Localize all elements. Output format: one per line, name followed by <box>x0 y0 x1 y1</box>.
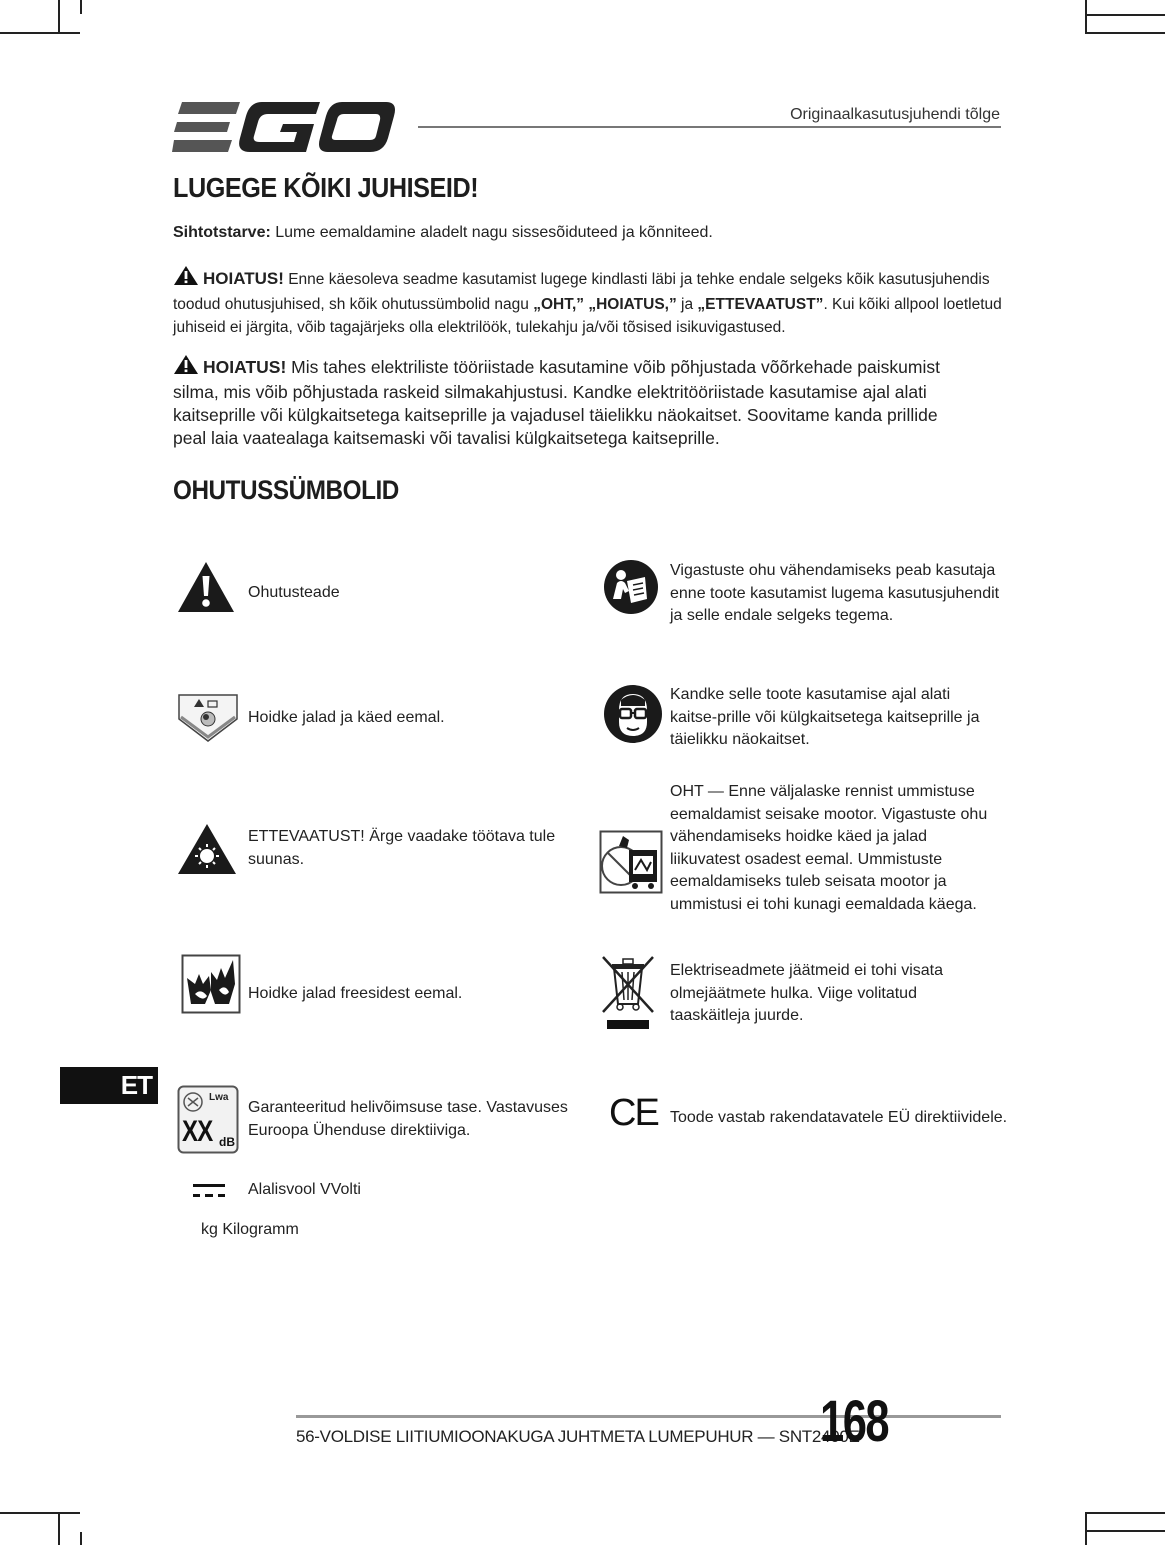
light-caution-icon <box>176 822 238 881</box>
header-subtitle: Originaalkasutusjuhendi tõlge <box>790 106 1000 123</box>
intended-use-label: Sihtotstarve: <box>173 224 271 241</box>
warning-label: HOIATUS! <box>203 357 287 377</box>
kilogram-text: kg Kilogramm <box>201 1221 299 1238</box>
warning-paragraph-2 <box>173 354 973 450</box>
section-title: OHUTUSSÜMBOLID <box>173 475 399 505</box>
weee-text: Elektriseadmete jäätmeid ei tohi visata olmejäätmete hulka. Viige volitatud taaskäitleja juurde. <box>670 962 944 1024</box>
warning-icon <box>173 265 199 293</box>
weee-bin-icon <box>600 954 656 1037</box>
warning-text: Mis tahes elektriliste tööriistade kasutamine võib põhjustada võõrkehade paiskumist silma, mis võib põhjustada raskeid silmakahjustusi. Kandke elektritööriistade kasutamise ajal alati kaitseprille või külgkaitsetega kaitseprille ja vajadusel täielikku näokaitset. Soovitame kanda prillide peal laia vaatealaga kaitsemaski või tavalisi külgkaitsetega kaitseprille. <box>173 357 940 448</box>
eye-protection-icon <box>603 684 663 749</box>
language-tab-label: ET <box>120 1070 152 1100</box>
oht-term: „OHT,” <box>533 296 585 313</box>
ego-logo <box>172 98 397 156</box>
keep-feet-away-text: Hoidke jalad freesidest eemal. <box>248 985 463 1002</box>
safety-alert-text: Ohutusteade <box>248 584 340 601</box>
noise-lwa-label: Lwa <box>209 1092 229 1103</box>
language-tab <box>60 1067 158 1104</box>
read-manual-icon <box>603 559 659 620</box>
warning-label: HOIATUS! <box>203 269 284 288</box>
warning-text: . Kui kõiki allpool loetletud juhiseid ei järgita, võib tagajärjeks olla elektrilöök, tulekahju ja/või tõsised isikuvigastused. <box>173 296 1002 336</box>
keep-hands-away-text: Hoidke jalad ja käed eemal. <box>248 709 445 726</box>
direct-current-icon <box>192 1182 226 1205</box>
keep-feet-away-icon <box>181 954 241 1019</box>
header-rule <box>418 126 1001 128</box>
keep-hands-away-icon <box>177 693 239 748</box>
direct-current-text: Alalisvool VVolti <box>248 1181 361 1198</box>
danger-clog-text: OHT — Enne väljalaske rennist ummistuse eemaldamist seisake mootor. Vigastuste ohu vähendamiseks hoidke käed ja jalad liikuvatest osadest eemal. Ummistuste eemaldamiseks tuleb seisata mootor ja ummistusi ei tohi kunagi eemaldada käega. <box>670 783 988 913</box>
intended-use <box>173 224 993 242</box>
warning-icon <box>173 354 199 381</box>
intended-use-text: Lume eemaldamine aladelt nagu sissesõiduteed ja kõnniteed. <box>270 224 713 241</box>
page-title: LUGEGE KÕIKI JUHISEID! <box>173 172 479 203</box>
hoiatus-term: „HOIATUS,” <box>588 296 677 313</box>
page-number: 168 <box>820 1389 889 1454</box>
noise-level-icon <box>177 1085 239 1160</box>
danger-clog-icon <box>599 830 663 899</box>
footer-title: 56-VOLDISE LIITIUMIOONAKUGA JUHTMETA LUMEPUHUR — SNT2400E <box>296 1427 860 1446</box>
light-caution-text: ETTEVAATUST! Ärge vaadake töötava tule suunas. <box>248 828 556 868</box>
safety-alert-icon <box>176 560 236 619</box>
eye-protection-text: Kandke selle toote kasutamise ajal alati kaitse-prille või külgkaitsetega kaitseprille ja täielikku näokaitset. <box>670 686 980 748</box>
noise-value: XX <box>182 1115 213 1148</box>
ce-text: Toode vastab rakendatavatele EÜ direktiividele. <box>670 1109 1008 1126</box>
ettevaatust-term: „ETTEVAATUST” <box>697 296 824 313</box>
warning-paragraph-1 <box>173 265 1003 339</box>
ce-mark: CE <box>609 1092 658 1134</box>
noise-unit: dB <box>219 1135 235 1149</box>
footer-rule <box>296 1415 1001 1418</box>
read-manual-text: Vigastuste ohu vähendamiseks peab kasutaja enne toote kasutamist lugema kasutusjuhendit ja selle endale selgeks tegema. <box>670 562 1000 624</box>
noise-level-text: Garanteeritud helivõimsuse tase. Vastavuses Euroopa Ühenduse direktiiviga. <box>248 1099 568 1139</box>
warning-text: Enne käesoleva seadme kasutamist lugege kindlasti läbi ja tehke endale selgeks kõik kasutusjuhendis toodud ohutusjuhised, sh kõik ohutussümbolid nagu <box>173 271 990 313</box>
warning-text: ja <box>676 296 698 313</box>
